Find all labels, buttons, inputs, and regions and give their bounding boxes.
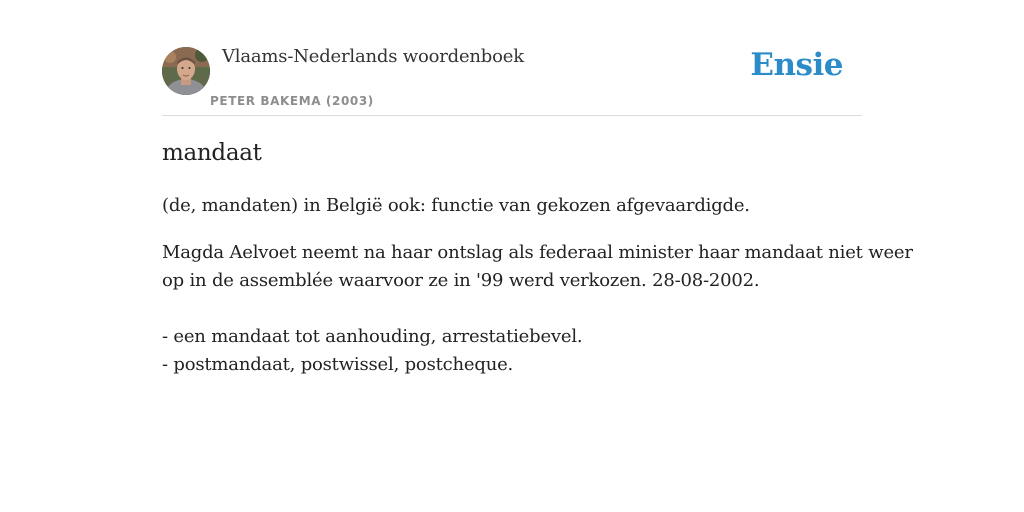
entry-page xyxy=(162,0,913,512)
author-avatar[interactable] xyxy=(162,47,210,95)
example-line: - een mandaat tot aanhouding, arrestatiebevel. xyxy=(162,326,583,347)
entry-definition: (de, mandaten) in België ook: functie van gekozen afgevaardigde. xyxy=(162,195,750,216)
example-line: Magda Aelvoet neemt na haar ontslag als federaal minister haar mandaat niet weer xyxy=(162,242,913,263)
entry-word: mandaat xyxy=(162,140,262,166)
example-line: - postmandaat, postwissel, postcheque. xyxy=(162,354,514,375)
dictionary-title[interactable]: Vlaams-Nederlands woordenboek xyxy=(222,46,524,67)
example-blank-line xyxy=(162,295,862,323)
example-line: op in de assemblée waarvoor ze in '99 werd verkozen. 28-08-2002. xyxy=(162,270,760,291)
entry-example xyxy=(162,239,913,379)
ensie-logo[interactable]: Ensie xyxy=(750,47,843,83)
author-name[interactable]: PETER BAKEMA (2003) xyxy=(210,94,374,108)
avatar-photo-icon xyxy=(162,47,210,95)
entry-header xyxy=(162,0,862,116)
